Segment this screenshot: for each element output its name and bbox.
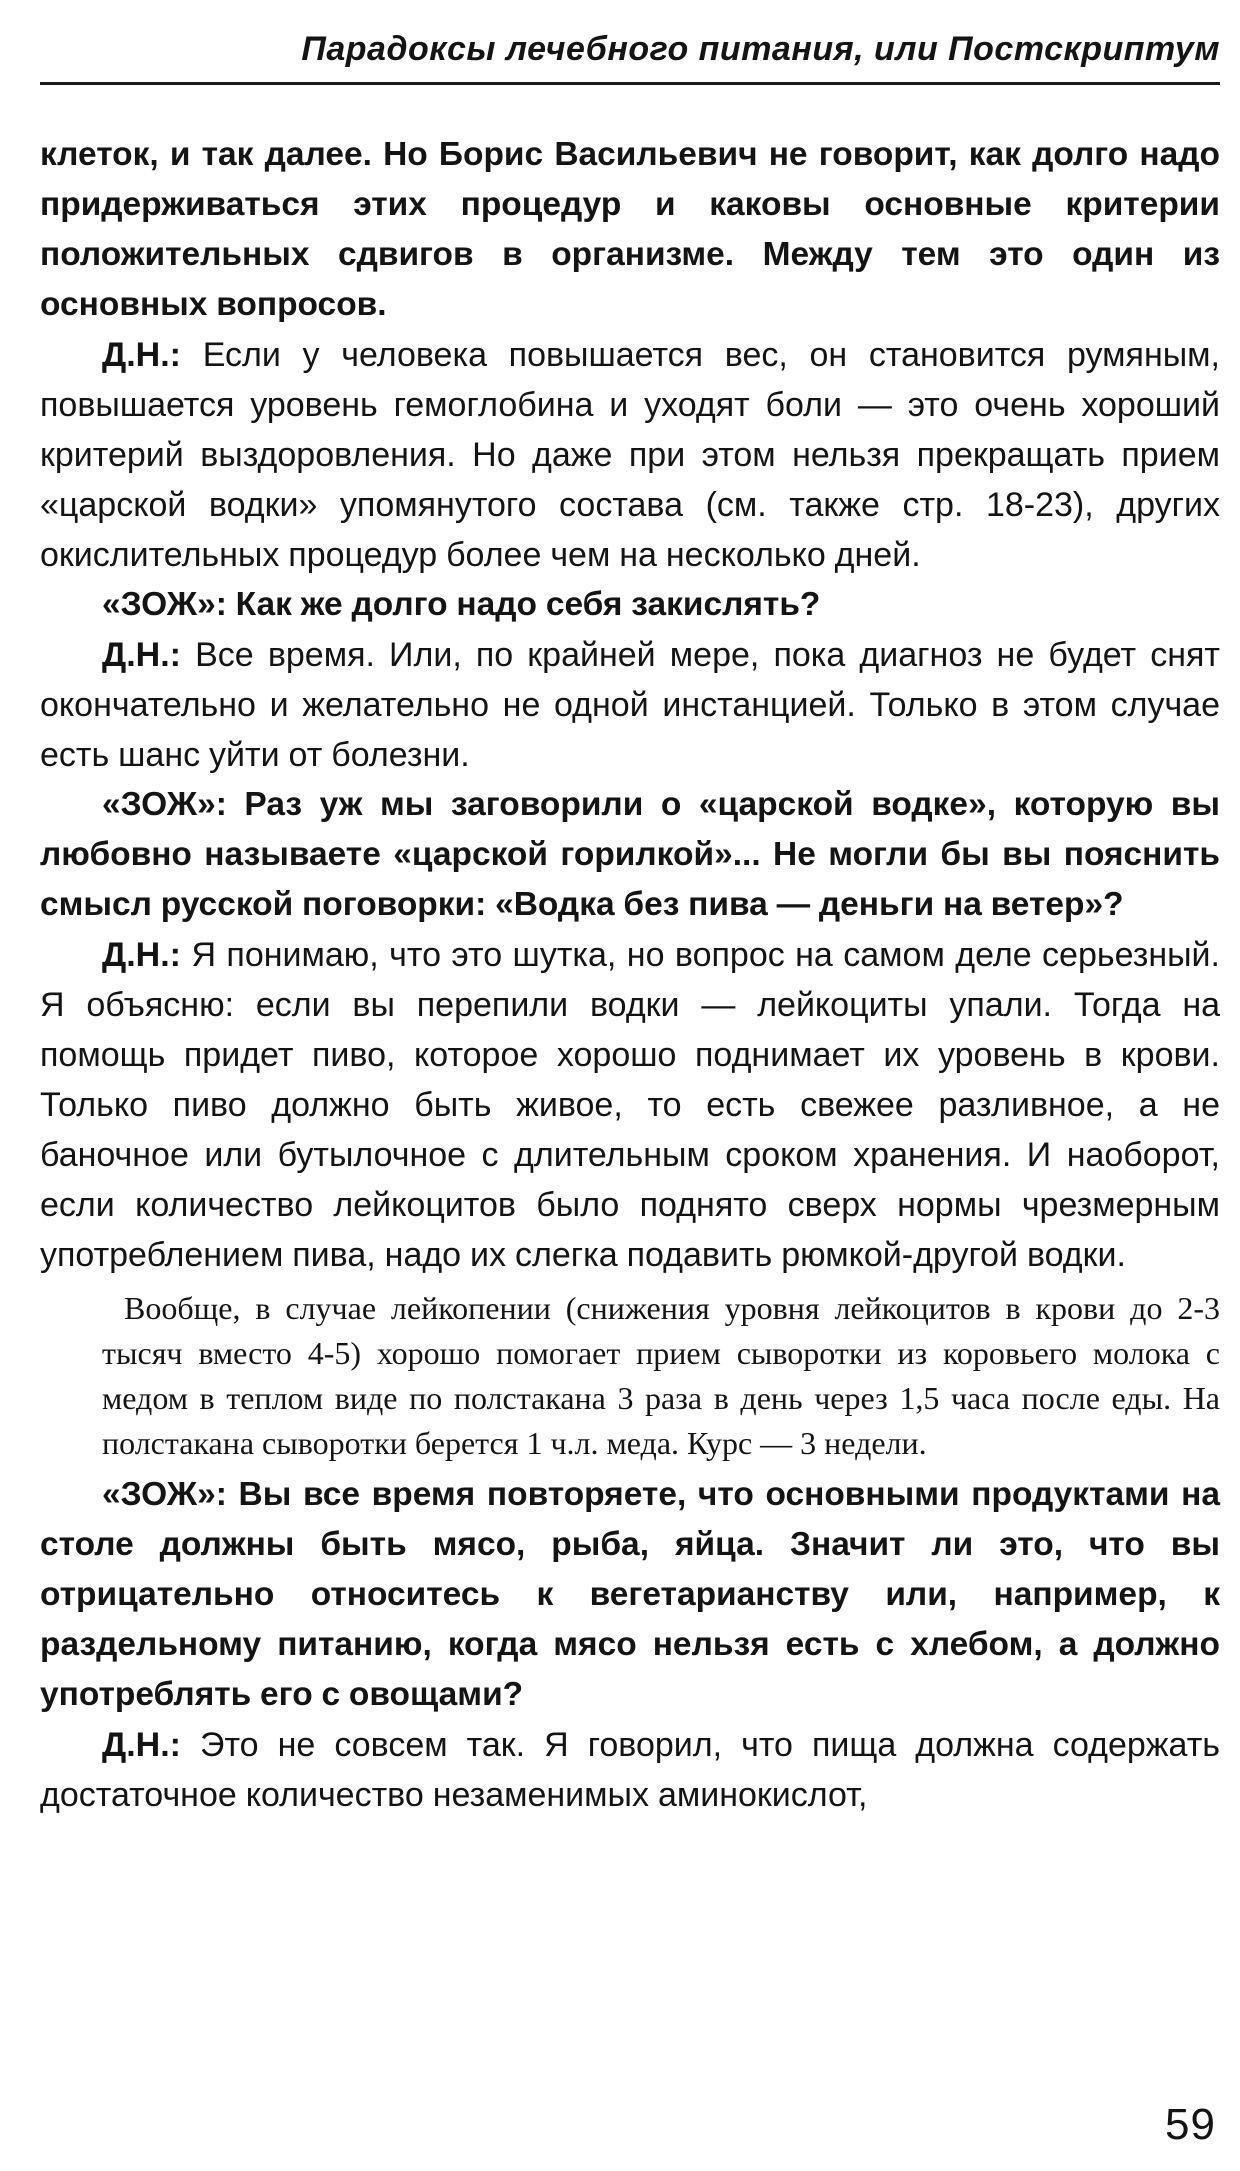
speaker-label: Д.Н.: (102, 1726, 181, 1764)
running-head: Парадоксы лечебного питания, или Постскриптум (40, 20, 1220, 85)
paragraph-4 (40, 630, 1220, 780)
paragraph-text: Я понимаю, что это шутка, но вопрос на самом деле серьезный. Я объясню: если вы перепили водки — лейкоциты упали. Тогда на помощь придет пиво, которое хорошо поднимает их уровень в крови. Только пиво должно быть живое, то есть свежее разливное, а не баночное или бутылочное с длительным сроком хранения. И наоборот, если количество лейкоцитов было поднято сверх нормы чрезмерным употреблением пива, надо их слегка подавить рюмкой-другой водки. (40, 936, 1220, 1274)
speaker-label: Д.Н.: (102, 336, 181, 374)
page-body (40, 130, 1220, 1820)
book-page (40, 20, 1220, 2160)
paragraph-1: клеток, и так далее. Но Борис Васильевич не говорит, как долго надо придерживаться этих процедур и каковы основные критерии положительных сдвигов в организме. Между тем это один из основных вопросов. (40, 136, 1220, 323)
paragraph-9 (40, 1720, 1220, 1820)
paragraph-text: Это не совсем так. Я говорил, что пища должна содержать достаточное количество незаменимых аминокислот, (40, 1726, 1220, 1814)
speaker-label: Д.Н.: (102, 936, 181, 974)
paragraph-text: Если у человека повышается вес, он становится румяным, повышается уровень гемоглобина и уходят боли — это очень хороший критерий выздоровления. Но даже при этом нельзя прекращать прием «царской водки» упомянутого состава (см. также стр. 18-23), других окислительных процедур более чем на несколько дней. (40, 336, 1220, 574)
paragraph-6 (40, 930, 1220, 1280)
paragraph-8: «ЗОЖ»: Вы все время повторяете, что основными продуктами на столе должны быть мясо, рыба, яйца. Значит ли это, что вы отрицательно относитесь к вегетарианству или, например, к раздельному питанию, когда мясо нельзя есть с хлебом, а должно употреблять его с овощами? (40, 1476, 1220, 1713)
paragraph-5: «ЗОЖ»: Раз уж мы заговорили о «царской водке», которую вы любовно называете «царской горилкой»... Не могли бы вы пояснить смысл русской поговорки: «Водка без пива — деньги на ветер»? (40, 786, 1220, 923)
page-number: 59 (1165, 2100, 1216, 2149)
paragraph-2 (40, 330, 1220, 580)
paragraph-3: «ЗОЖ»: Как же долго надо себя закислять? (102, 586, 821, 623)
speaker-label: Д.Н.: (102, 636, 181, 674)
side-note: Вообще, в случае лейкопении (снижения уровня лейкоцитов в крови до 2-3 тысяч вместо 4-5) хорошо помогает прием сыворотки из коровьего молока с медом в теплом виде по полстакана 3 раза в день через 1,5 часа после еды. На полстакана сыворотки берется 1 ч.л. меда. Курс — 3 недели. (102, 1290, 1220, 1461)
paragraph-text: Все время. Или, по крайней мере, пока диагноз не будет снят окончательно и желательно не одной инстанцией. Только в этом случае есть шанс уйти от болезни. (40, 636, 1221, 774)
